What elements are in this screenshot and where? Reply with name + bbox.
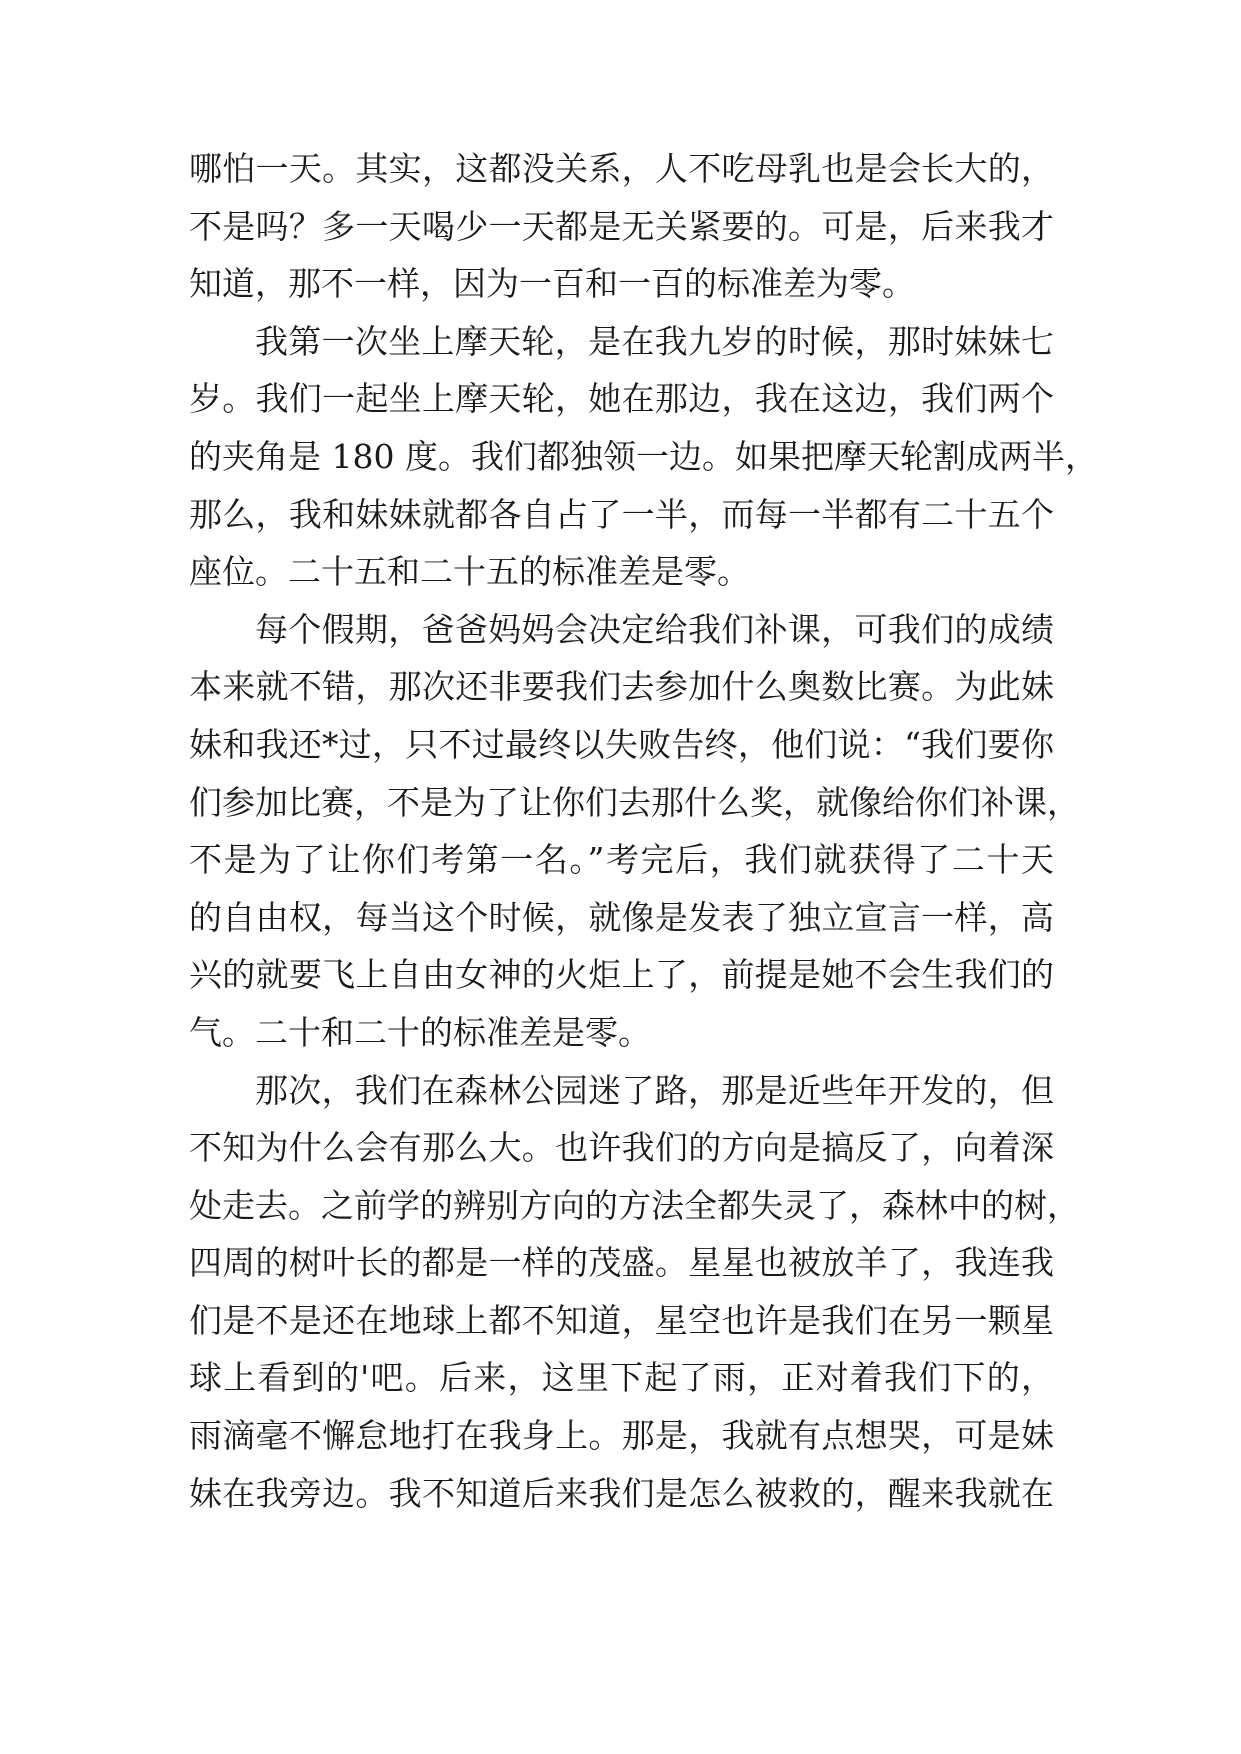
text-line: 雨滴毫不懈怠地打在我身上。那是，我就有点想哭，可是妹 <box>189 1416 1054 1456</box>
text-line: 的夹角是 180 度。我们都独领一边。如果把摩天轮割成两半， <box>189 436 1098 476</box>
text-line: 们参加比赛，不是为了让你们去那什么奖，就像给你们补课， <box>189 782 1080 822</box>
text-line: 不是为了让你们考第一名。”考完后，我们就获得了二十天 <box>189 840 1054 880</box>
text-line: 每个假期，爸爸妈妈会决定给我们补课，可我们的成绩 <box>255 609 1054 649</box>
text-line: 妹和我还*过，只不过最终以失败告终，他们说：“我们要你 <box>189 724 1054 764</box>
text-line: 那么，我和妹妹就都各自占了一半，而每一半都有二十五个 <box>189 494 1054 534</box>
text-line: 不是吗？多一天喝少一天都是无关紧要的。可是，后来我才 <box>189 206 1054 246</box>
text-line: 四周的树叶长的都是一样的茂盛。星星也被放羊了，我连我 <box>189 1243 1054 1283</box>
text-line: 们是不是还在地球上都不知道，星空也许是我们在另一颗星 <box>189 1300 1054 1340</box>
text-line: 哪怕一天。其实，这都没关系，人不吃母乳也是会长大的， <box>189 149 1054 188</box>
text-line: 本来就不错，那次还非要我们去参加什么奥数比赛。为此妹 <box>189 667 1054 707</box>
text-line: 球上看到的'吧。后来，这里下起了雨，正对着我们下的， <box>189 1358 1054 1398</box>
text-line: 兴的就要飞上自由女神的火炬上了，前提是她不会生我们的 <box>189 955 1054 995</box>
text-line: 岁。我们一起坐上摩天轮，她在那边，我在这边，我们两个 <box>189 379 1054 419</box>
text-line: 处走去。之前学的辨别方向的方法全都失灵了，森林中的树， <box>189 1185 1080 1225</box>
body-text <box>189 140 1098 1522</box>
text-line: 知道，那不一样，因为一百和一百的标准差为零。 <box>189 264 915 304</box>
text-line: 不知为什么会有那么大。也许我们的方向是搞反了，向着深 <box>189 1128 1054 1168</box>
text-line: 我第一次坐上摩天轮，是在我九岁的时候，那时妹妹七 <box>255 321 1054 361</box>
text-line: 妹在我旁边。我不知道后来我们是怎么被救的，醒来我就在 <box>189 1473 1054 1513</box>
text-line: 座位。二十五和二十五的标准差是零。 <box>189 552 750 592</box>
text-line: 的自由权，每当这个时候，就像是发表了独立宣言一样，高 <box>189 897 1054 937</box>
text-line: 那次，我们在森林公园迷了路，那是近些年开发的，但 <box>255 1070 1054 1110</box>
text-line: 气。二十和二十的标准差是零。 <box>189 1012 651 1052</box>
